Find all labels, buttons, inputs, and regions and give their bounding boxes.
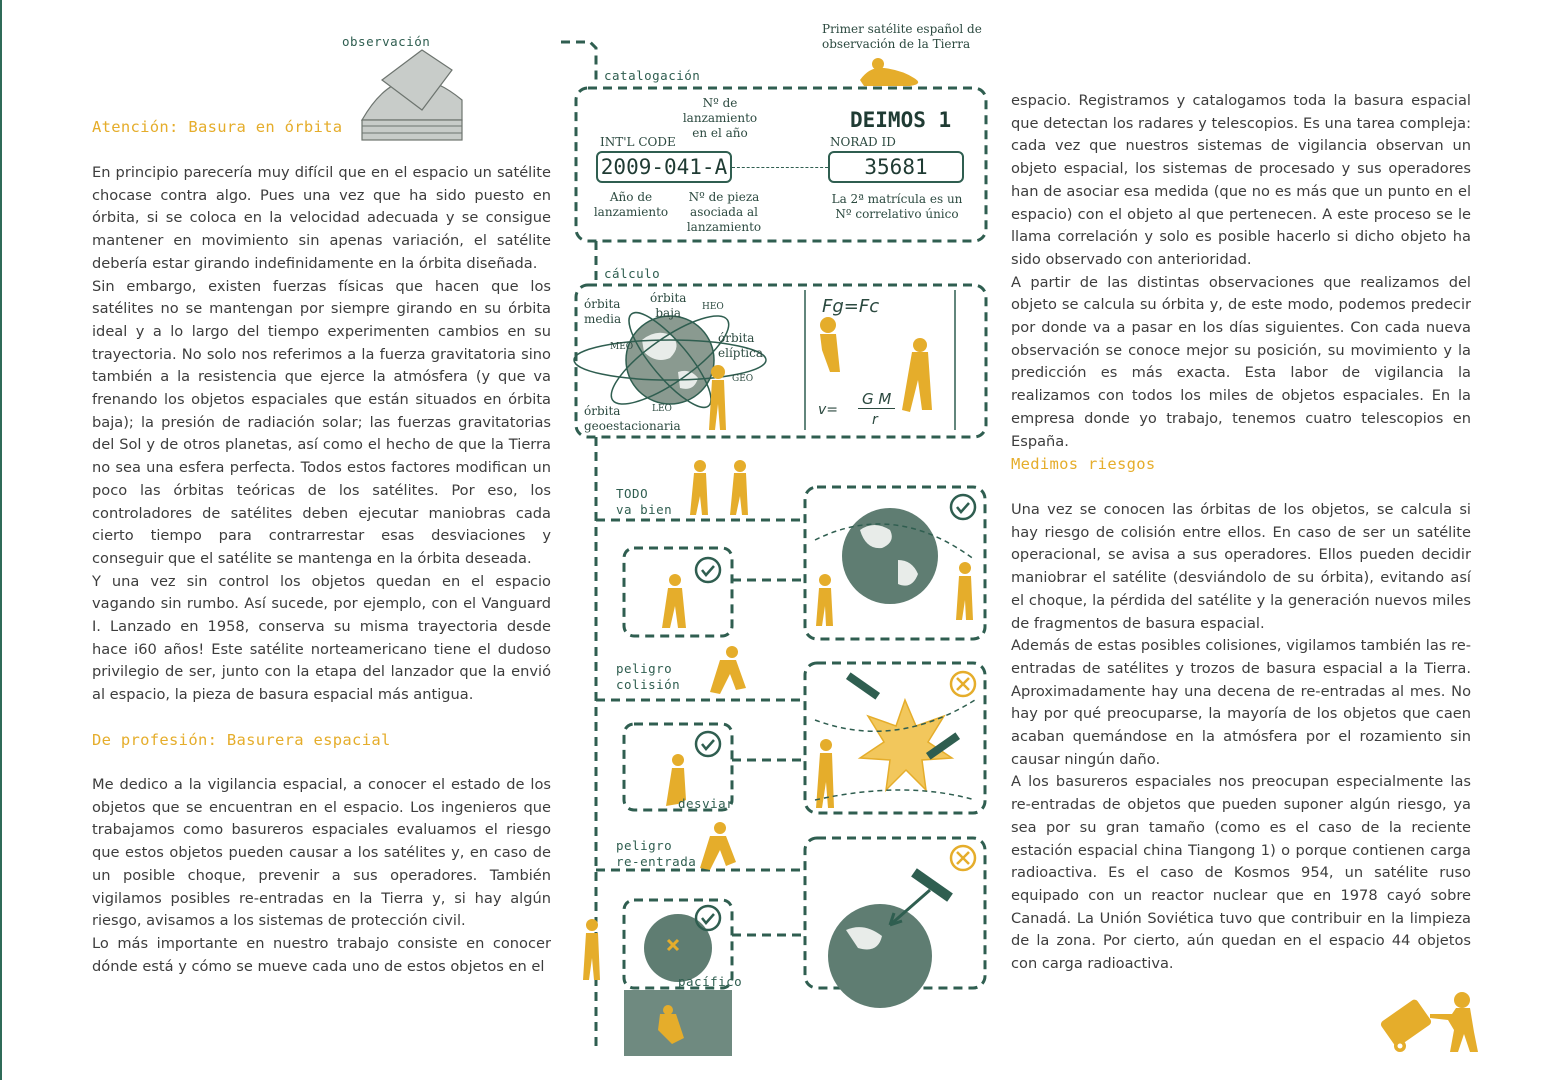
formula-gm: G M	[858, 390, 895, 409]
label-desviar: desviar	[678, 796, 735, 811]
label-orbita-media: órbita media	[584, 297, 622, 326]
label-leo: LEO	[652, 404, 672, 414]
paragraph: Me dedico a la vigilancia espacial, a conocer el estado de los objetos que se encuentran en el espacio. Los ingenieros que trabajamos como basureros espaciales evaluamos el riesgo que estos objetos pueden causar a los satélites y, en caso de un posible choque, prevenir a sus operadores. También vigilamos posibles re-entradas en la Tierra y, si hay algún riesgo, avisamos a los sistemas de protección civil.	[92, 776, 551, 930]
heading-basura-en-orbita: Atención: Basura en órbita	[92, 118, 343, 136]
satellite-name: DEIMOS 1	[850, 108, 952, 132]
label-peligro-colision: peligro colisión	[616, 661, 681, 692]
paragraph: En principio parecería muy difícil que en el espacio un satélite chocase contra algo. Pues una vez que ha sido puesto en órbita, si se coloca en la velocidad adecuada y se consigue mantener en movimiento sin apenas variación, el satélite debería estar girando indefinidamente en la órbita diseñada.	[92, 164, 551, 272]
intl-code-value: 2009-041-A	[596, 151, 732, 183]
label-geo: GEO	[732, 374, 754, 384]
infographic	[342, 0, 1005, 1080]
label-norad-id: NORAD ID	[830, 135, 896, 149]
paragraph: Lo más importante en nuestro trabajo consiste en conocer dónde está y cómo se mueve cada uno de estos objetos en el	[92, 934, 551, 975]
label-todo-va-bien: TODO va bien	[616, 486, 673, 517]
caption-n-lanzamiento: Nº de lanzamiento en el año	[682, 96, 758, 140]
label-peligro-reentrada: peligro re-entrada	[616, 838, 697, 869]
caption-matricula: La 2ª matrícula es un Nº correlativo único	[831, 192, 963, 221]
paragraph: Una vez se conocen las órbitas de los objetos, se calcula si hay riesgo de colisión entre ellos. En caso de ser un satélite operacional, se avisa a sus operadores. Ellos pueden decidir maniobrar el satélite (desviándolo de su órbita), evitando así el choque, la pérdida del satélite y la generación nuevos miles de fragmentos de basura espacial.	[1011, 501, 1471, 632]
paragraph: A los basureros espaciales nos preocupan especialmente las re-entradas de objetos que pueden suponer algún riesgo, ya sea por su gran tamaño (como es el caso de la reciente estación espacial china Tiangong 1) o porque contienen carga radioactiva. Es el caso de Kosmos 954, un satélite ruso equipado con un reactor nuclear que en 1978 cayó sobre Canadá. La Unión Soviética tuvo que contribuir en la limpieza de la zona. Por cierto, aún quedan en el espacio 44 objetos con carga radioactiva.	[1011, 773, 1471, 973]
label-orbita-geoestacionaria: órbita geoestacionaria	[584, 404, 681, 433]
caption-n-pieza: Nº de pieza asociada al lanzamiento	[686, 190, 762, 234]
label-orbita-eliptica: órbita elíptica	[718, 331, 763, 360]
paragraph: espacio. Registramos y catalogamos toda la basura espacial que detectan los radares y telescopios. Es una tarea compleja: cada vez que nuestros sistemas de vigilancia observan un objeto espacial, los sistemas de procesado y sus operadores han de asociar esa medida (que no es más que un punto en el espacio) con el objeto al que pertenecen. A este proceso se le llama correlación y solo es posible hacerlo si dicho objeto ha sido observado con anterioridad.	[1011, 92, 1471, 268]
label-catalogacion: catalogación	[604, 68, 701, 83]
formula-force: Fg=Fc	[822, 296, 880, 317]
caption-primer-satelite: Primer satélite español de observación de la Tierra	[822, 22, 982, 51]
right-column-top	[1011, 90, 1471, 453]
label-intl-code: INT'L CODE	[600, 135, 676, 149]
label-observacion: observación	[342, 34, 431, 49]
left-column-top	[92, 162, 551, 707]
formula-v: v=	[818, 402, 839, 418]
paragraph: Sin embargo, existen fuerzas físicas que hacen que los satélites no se mantengan por siempre girando en su órbita ideal y a lo largo del tiempo experimenten cambios en su trayectoria. No solo nos referimos a la fuerza gravitatoria sino también a la resistencia que ejerce la atmósfera (y que va frenando los objetos espaciales que están situados en órbita baja); la presión de radiación solar; las fuerzas gravitatorias del Sol y de otros planetas, así como el hecho de que la Tierra no sea una esfera perfecta. Todos estos factores modifican un poco las órbitas teóricas de los satélites. Por eso, los controladores de satélites deben ejecutar maniobras cada cierto tiempo para contrarrestar esas desviaciones y conseguir que el satélite se mantenga en la órbita deseada.	[92, 277, 551, 567]
norad-id-value: 35681	[828, 151, 964, 183]
formula-r: r	[872, 412, 878, 428]
left-column-bottom	[92, 774, 551, 978]
trash-bin-figure-icon	[1378, 988, 1488, 1058]
label-orbita-baja: órbita baja	[650, 291, 687, 320]
label-pacifico: pacífico	[678, 974, 743, 989]
label-heo: HEO	[702, 302, 724, 312]
caption-anio-lanzamiento: Año de lanzamiento	[593, 190, 669, 219]
page-edge-line	[0, 0, 2, 1080]
paragraph: A partir de las distintas observaciones que realizamos del objeto se calcula su órbita y, de este modo, podemos predecir por donde va a pasar en los días siguientes. Con cada nueva observación se conoce mejor su posición, su movimiento y la predicción es más exacta. Esta labor de vigilancia la realizamos con todos los miles de objetos espaciales. En la empresa donde yo trabajo, tenemos cuatro telescopios en España.	[1011, 273, 1471, 450]
observatory-icon	[342, 40, 502, 145]
right-column-bottom	[1011, 499, 1471, 976]
connector-line	[732, 167, 828, 168]
paragraph: Además de estas posibles colisiones, vigilamos también las re-entradas de satélites y trozos de basura espacial a la Tierra. Aproximadamente hay una decena de re-entradas al mes. No hay por qué preocuparse, la mayoría de los objetos que caen acaban quemándose en la atmósfera por el rozamiento sin causar ningún daño.	[1011, 637, 1471, 768]
heading-medimos-riesgos: Medimos riesgos	[1011, 455, 1156, 473]
label-meo: MEO	[610, 342, 634, 352]
heading-basurera-espacial: De profesión: Basurera espacial	[92, 731, 391, 749]
label-calculo: cálculo	[604, 266, 661, 281]
paragraph: Y una vez sin control los objetos quedan en el espacio vagando sin rumbo. Así sucede, por ejemplo, con el Vanguard I. Lanzado en 1958, conserva su misma trayectoria desde hace i60 años! Este satélite norteamericano tiene el dudoso privilegio de ser, junto con la etapa del lanzador que la envió al espacio, la pieza de basura espacial más antigua.	[92, 572, 551, 704]
